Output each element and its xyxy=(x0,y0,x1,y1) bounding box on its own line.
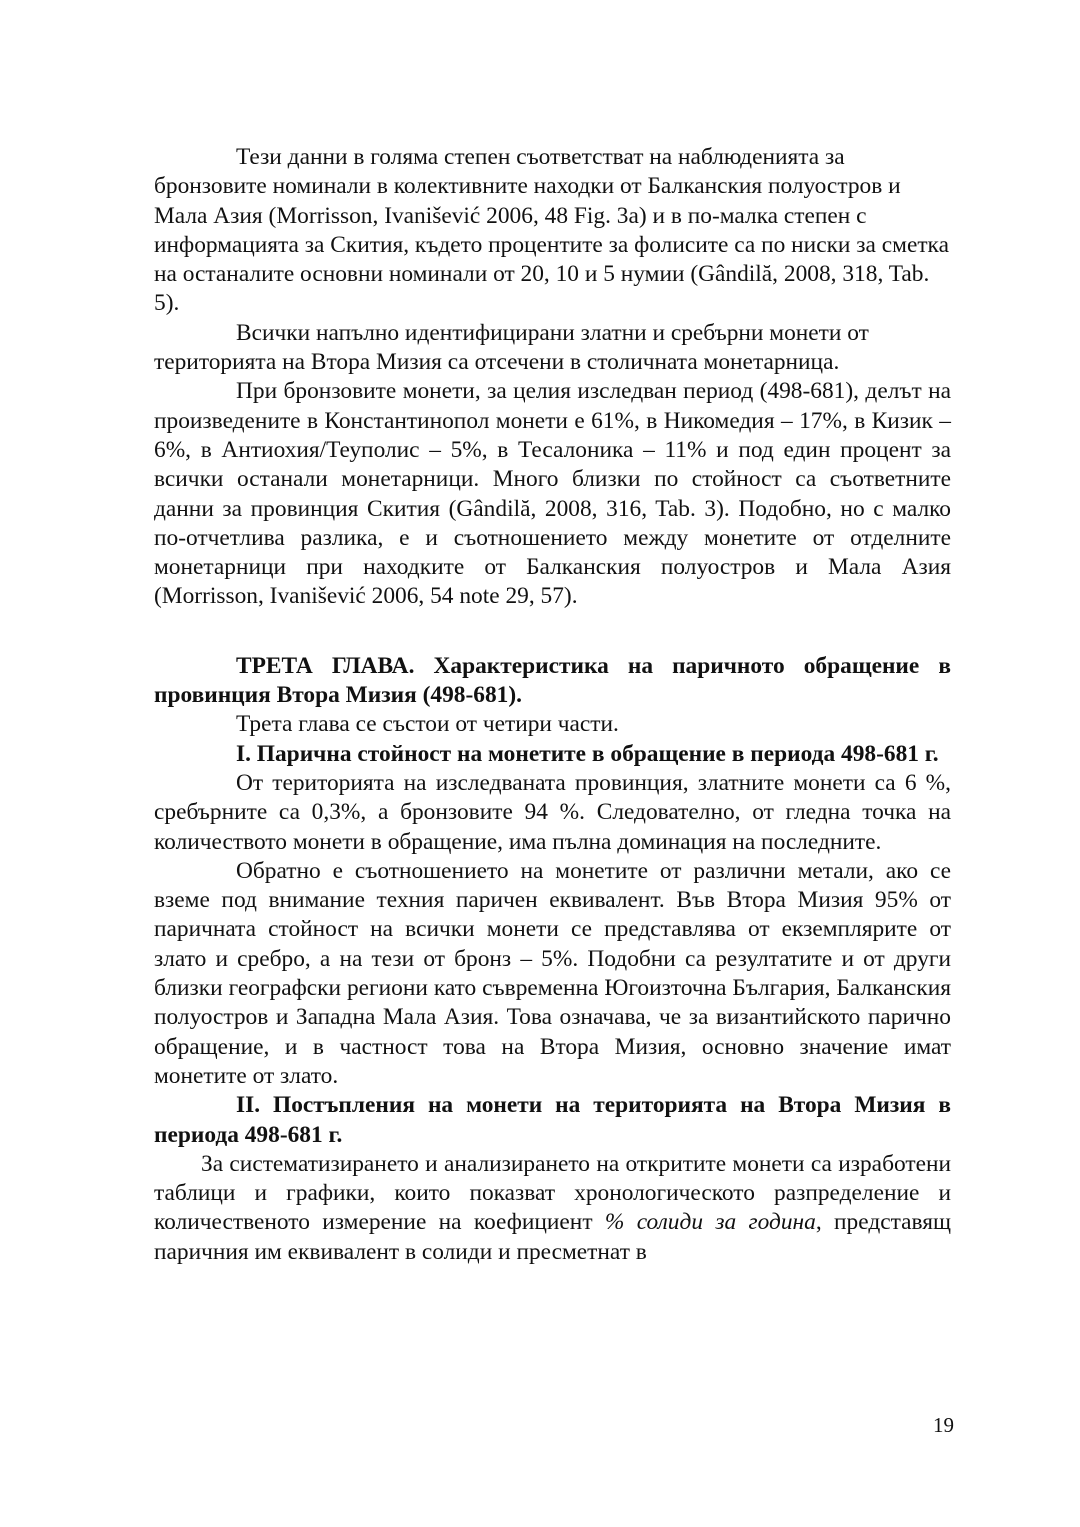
paragraph-chapter-parts: Трета глава се състои от четири части. xyxy=(236,711,619,738)
section-spacer xyxy=(154,612,951,652)
paragraph-bronze-mints: При бронзовите монети, за целия изследван период (498-681), делът на произведените в Константинопол монети е 61%, в Никомедия – 17%, в Кизик – 6%, в Антиохия/Теуполис – 5%, в Тесалоника – 11% и под един процент за всички останали монетарници. Много близки по стойност са съответните данни за провинция Скития (Gândilă, 2008, 316, Tab. 3). Подобно, но с малко по-отчетлива разлика, е и съотношението между монетите от отделните монетарници при находките от Балканския полуостров и Мала Азия (Morrisson, Ivanišević 2006, 54 note 29, 57). xyxy=(154,378,951,610)
paragraph-gold-silver-mint: Всички напълно идентифицирани златни и сребърни монети от територията на Втора Мизия са отсечени в столичната монетарница. xyxy=(154,319,869,376)
paragraph-tables-graphs xyxy=(154,1150,951,1267)
chapter-heading: ТРЕТА ГЛАВА. Характеристика на паричното обращение в провинция Втора Мизия (498-681). xyxy=(154,652,951,709)
section-heading-monetary-value: I. Парична стойност на монетите в обращение в периода 498-681 г. xyxy=(236,740,939,767)
paragraph-text-end: , представящ паричния им еквивалент в солиди и пресметнат в xyxy=(154,1209,952,1265)
paragraph-monetary-equivalent: Обратно е съотношението на монетите от различни метали, ако се вземе под внимание техния паричен еквивалент. Във Втора Мизия 95% от паричната стойност на всички монети се представлява от екземплярите от злато и сребро, а на тези от бронз – 5%. Подобни са резултатите и от други близки географски региони като съвременна Югоизточна България, Балканския полуостров и Западна Мала Азия. Това означава, че за византийското парично обращение, и в частност това на Втора Мизия, основно значение имат монетите от злато. xyxy=(154,857,951,1089)
page-number: 19 xyxy=(933,1413,954,1437)
document-body xyxy=(154,143,951,1267)
section-heading-coin-inflows: II. Постъпления на монети на територията на Втора Мизия в периода 498-681 г. xyxy=(154,1092,951,1148)
paragraph-text-start: За систематизирането и анализирането на откритите монети са изработени таблици и графики, които показват хронологическото разпределение и количественото измерение на коефициент xyxy=(154,1150,951,1236)
coefficient-term: % солиди за година xyxy=(604,1209,816,1236)
paragraph-bronze-denominations: Тези данни в голяма степен съответстват на наблюденията за бронзовите номинали в колективните находки от Балканския полуостров и Мала Азия (Morrisson, Ivanišević 2006, 48 Fig. 3a) и в по-малка степен с информацията за Скития, където процентите за фолисите са по ниски за сметка на останалите основни номинали от 20, 10 и 5 нумии (Gândilă, 2008, 318, Tab. 5). xyxy=(154,144,949,317)
paragraph-metal-shares: От територията на изследваната провинция, златните монети са 6 %, сребърните са 0,3%, а бронзовите 94 %. Следователно, от гледна точка на количеството монети в обращение, има пълна доминация на последните. xyxy=(154,769,951,855)
